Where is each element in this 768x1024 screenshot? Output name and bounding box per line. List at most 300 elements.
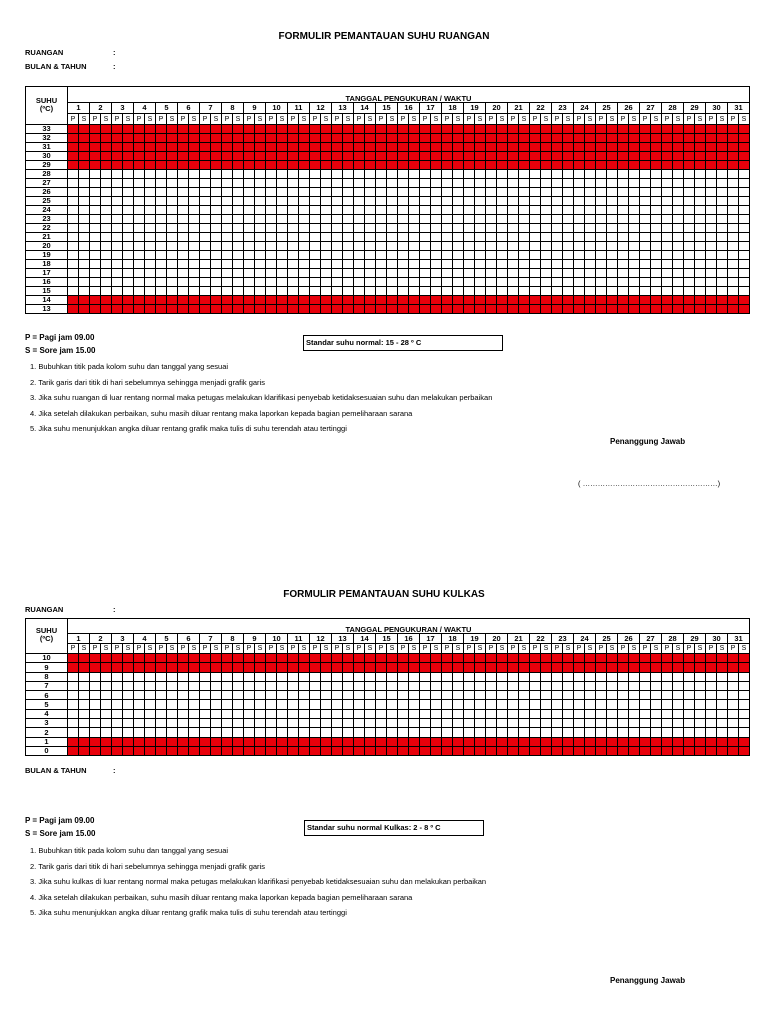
entry-cell[interactable]: [662, 700, 673, 709]
out-of-range-cell[interactable]: [354, 737, 365, 746]
entry-cell[interactable]: [200, 251, 211, 260]
entry-cell[interactable]: [585, 709, 596, 718]
entry-cell[interactable]: [167, 170, 178, 179]
out-of-range-cell[interactable]: [717, 305, 728, 314]
out-of-range-cell[interactable]: [497, 654, 508, 663]
entry-cell[interactable]: [486, 700, 497, 709]
out-of-range-cell[interactable]: [409, 134, 420, 143]
out-of-range-cell[interactable]: [640, 746, 651, 755]
out-of-range-cell[interactable]: [464, 161, 475, 170]
entry-cell[interactable]: [233, 700, 244, 709]
out-of-range-cell[interactable]: [167, 654, 178, 663]
out-of-range-cell[interactable]: [167, 746, 178, 755]
entry-cell[interactable]: [574, 719, 585, 728]
entry-cell[interactable]: [288, 215, 299, 224]
out-of-range-cell[interactable]: [420, 305, 431, 314]
out-of-range-cell[interactable]: [464, 746, 475, 755]
out-of-range-cell[interactable]: [178, 654, 189, 663]
entry-cell[interactable]: [420, 188, 431, 197]
entry-cell[interactable]: [354, 170, 365, 179]
out-of-range-cell[interactable]: [343, 152, 354, 161]
entry-cell[interactable]: [211, 242, 222, 251]
entry-cell[interactable]: [167, 700, 178, 709]
entry-cell[interactable]: [79, 269, 90, 278]
entry-cell[interactable]: [255, 206, 266, 215]
out-of-range-cell[interactable]: [497, 143, 508, 152]
entry-cell[interactable]: [156, 179, 167, 188]
entry-cell[interactable]: [134, 233, 145, 242]
entry-cell[interactable]: [706, 260, 717, 269]
entry-cell[interactable]: [277, 188, 288, 197]
entry-cell[interactable]: [706, 719, 717, 728]
out-of-range-cell[interactable]: [651, 134, 662, 143]
out-of-range-cell[interactable]: [101, 134, 112, 143]
entry-cell[interactable]: [255, 278, 266, 287]
entry-cell[interactable]: [156, 224, 167, 233]
out-of-range-cell[interactable]: [431, 161, 442, 170]
entry-cell[interactable]: [211, 224, 222, 233]
entry-cell[interactable]: [376, 170, 387, 179]
entry-cell[interactable]: [673, 672, 684, 681]
out-of-range-cell[interactable]: [178, 296, 189, 305]
entry-cell[interactable]: [519, 269, 530, 278]
entry-cell[interactable]: [255, 197, 266, 206]
out-of-range-cell[interactable]: [684, 125, 695, 134]
out-of-range-cell[interactable]: [178, 663, 189, 672]
entry-cell[interactable]: [420, 287, 431, 296]
entry-cell[interactable]: [409, 709, 420, 718]
out-of-range-cell[interactable]: [442, 663, 453, 672]
entry-cell[interactable]: [343, 691, 354, 700]
out-of-range-cell[interactable]: [442, 134, 453, 143]
entry-cell[interactable]: [332, 170, 343, 179]
out-of-range-cell[interactable]: [288, 125, 299, 134]
out-of-range-cell[interactable]: [189, 663, 200, 672]
entry-cell[interactable]: [728, 224, 739, 233]
entry-cell[interactable]: [167, 278, 178, 287]
out-of-range-cell[interactable]: [530, 125, 541, 134]
entry-cell[interactable]: [629, 719, 640, 728]
out-of-range-cell[interactable]: [453, 125, 464, 134]
out-of-range-cell[interactable]: [299, 746, 310, 755]
out-of-range-cell[interactable]: [387, 152, 398, 161]
entry-cell[interactable]: [233, 188, 244, 197]
out-of-range-cell[interactable]: [277, 663, 288, 672]
out-of-range-cell[interactable]: [629, 125, 640, 134]
entry-cell[interactable]: [189, 197, 200, 206]
out-of-range-cell[interactable]: [607, 296, 618, 305]
out-of-range-cell[interactable]: [519, 143, 530, 152]
out-of-range-cell[interactable]: [618, 134, 629, 143]
out-of-range-cell[interactable]: [453, 296, 464, 305]
entry-cell[interactable]: [101, 672, 112, 681]
entry-cell[interactable]: [431, 197, 442, 206]
out-of-range-cell[interactable]: [387, 143, 398, 152]
out-of-range-cell[interactable]: [651, 152, 662, 161]
entry-cell[interactable]: [530, 170, 541, 179]
entry-cell[interactable]: [266, 728, 277, 737]
entry-cell[interactable]: [266, 188, 277, 197]
entry-cell[interactable]: [541, 672, 552, 681]
entry-cell[interactable]: [420, 672, 431, 681]
entry-cell[interactable]: [211, 179, 222, 188]
entry-cell[interactable]: [101, 278, 112, 287]
entry-cell[interactable]: [662, 170, 673, 179]
entry-cell[interactable]: [651, 224, 662, 233]
entry-cell[interactable]: [233, 287, 244, 296]
entry-cell[interactable]: [739, 206, 750, 215]
out-of-range-cell[interactable]: [486, 654, 497, 663]
entry-cell[interactable]: [112, 700, 123, 709]
out-of-range-cell[interactable]: [453, 134, 464, 143]
entry-cell[interactable]: [706, 728, 717, 737]
entry-cell[interactable]: [508, 728, 519, 737]
entry-cell[interactable]: [167, 681, 178, 690]
entry-cell[interactable]: [651, 179, 662, 188]
entry-cell[interactable]: [706, 215, 717, 224]
entry-cell[interactable]: [695, 269, 706, 278]
entry-cell[interactable]: [420, 269, 431, 278]
entry-cell[interactable]: [101, 287, 112, 296]
entry-cell[interactable]: [156, 709, 167, 718]
entry-cell[interactable]: [387, 278, 398, 287]
entry-cell[interactable]: [365, 672, 376, 681]
entry-cell[interactable]: [706, 691, 717, 700]
out-of-range-cell[interactable]: [321, 305, 332, 314]
entry-cell[interactable]: [112, 242, 123, 251]
entry-cell[interactable]: [178, 215, 189, 224]
out-of-range-cell[interactable]: [376, 152, 387, 161]
entry-cell[interactable]: [255, 233, 266, 242]
out-of-range-cell[interactable]: [409, 296, 420, 305]
entry-cell[interactable]: [673, 188, 684, 197]
out-of-range-cell[interactable]: [365, 125, 376, 134]
out-of-range-cell[interactable]: [365, 654, 376, 663]
entry-cell[interactable]: [585, 224, 596, 233]
entry-cell[interactable]: [431, 681, 442, 690]
out-of-range-cell[interactable]: [409, 125, 420, 134]
out-of-range-cell[interactable]: [442, 654, 453, 663]
entry-cell[interactable]: [728, 278, 739, 287]
out-of-range-cell[interactable]: [387, 737, 398, 746]
entry-cell[interactable]: [519, 260, 530, 269]
out-of-range-cell[interactable]: [277, 143, 288, 152]
out-of-range-cell[interactable]: [288, 305, 299, 314]
out-of-range-cell[interactable]: [310, 663, 321, 672]
entry-cell[interactable]: [596, 287, 607, 296]
entry-cell[interactable]: [442, 224, 453, 233]
entry-cell[interactable]: [530, 251, 541, 260]
out-of-range-cell[interactable]: [112, 152, 123, 161]
entry-cell[interactable]: [277, 251, 288, 260]
out-of-range-cell[interactable]: [376, 296, 387, 305]
entry-cell[interactable]: [288, 681, 299, 690]
out-of-range-cell[interactable]: [585, 305, 596, 314]
entry-cell[interactable]: [365, 700, 376, 709]
entry-cell[interactable]: [145, 170, 156, 179]
entry-cell[interactable]: [728, 287, 739, 296]
out-of-range-cell[interactable]: [706, 654, 717, 663]
entry-cell[interactable]: [706, 188, 717, 197]
out-of-range-cell[interactable]: [255, 296, 266, 305]
entry-cell[interactable]: [464, 206, 475, 215]
out-of-range-cell[interactable]: [629, 663, 640, 672]
entry-cell[interactable]: [376, 287, 387, 296]
out-of-range-cell[interactable]: [68, 746, 79, 755]
out-of-range-cell[interactable]: [398, 746, 409, 755]
out-of-range-cell[interactable]: [717, 143, 728, 152]
entry-cell[interactable]: [123, 672, 134, 681]
entry-cell[interactable]: [662, 188, 673, 197]
entry-cell[interactable]: [156, 728, 167, 737]
out-of-range-cell[interactable]: [596, 152, 607, 161]
entry-cell[interactable]: [68, 197, 79, 206]
entry-cell[interactable]: [134, 188, 145, 197]
entry-cell[interactable]: [90, 206, 101, 215]
entry-cell[interactable]: [365, 287, 376, 296]
entry-cell[interactable]: [266, 719, 277, 728]
out-of-range-cell[interactable]: [332, 654, 343, 663]
out-of-range-cell[interactable]: [519, 125, 530, 134]
entry-cell[interactable]: [409, 260, 420, 269]
entry-cell[interactable]: [376, 224, 387, 233]
out-of-range-cell[interactable]: [739, 296, 750, 305]
entry-cell[interactable]: [420, 719, 431, 728]
out-of-range-cell[interactable]: [618, 152, 629, 161]
out-of-range-cell[interactable]: [409, 737, 420, 746]
out-of-range-cell[interactable]: [244, 296, 255, 305]
out-of-range-cell[interactable]: [244, 737, 255, 746]
entry-cell[interactable]: [101, 233, 112, 242]
out-of-range-cell[interactable]: [255, 746, 266, 755]
entry-cell[interactable]: [706, 287, 717, 296]
entry-cell[interactable]: [321, 188, 332, 197]
out-of-range-cell[interactable]: [398, 143, 409, 152]
entry-cell[interactable]: [596, 709, 607, 718]
entry-cell[interactable]: [409, 278, 420, 287]
entry-cell[interactable]: [695, 681, 706, 690]
out-of-range-cell[interactable]: [68, 152, 79, 161]
out-of-range-cell[interactable]: [167, 663, 178, 672]
entry-cell[interactable]: [145, 197, 156, 206]
entry-cell[interactable]: [486, 672, 497, 681]
entry-cell[interactable]: [508, 251, 519, 260]
entry-cell[interactable]: [68, 188, 79, 197]
entry-cell[interactable]: [321, 206, 332, 215]
entry-cell[interactable]: [607, 233, 618, 242]
entry-cell[interactable]: [739, 709, 750, 718]
out-of-range-cell[interactable]: [387, 125, 398, 134]
entry-cell[interactable]: [189, 260, 200, 269]
entry-cell[interactable]: [552, 224, 563, 233]
entry-cell[interactable]: [332, 233, 343, 242]
entry-cell[interactable]: [497, 728, 508, 737]
entry-cell[interactable]: [376, 719, 387, 728]
entry-cell[interactable]: [618, 700, 629, 709]
entry-cell[interactable]: [684, 278, 695, 287]
entry-cell[interactable]: [244, 215, 255, 224]
entry-cell[interactable]: [387, 197, 398, 206]
out-of-range-cell[interactable]: [530, 654, 541, 663]
entry-cell[interactable]: [651, 251, 662, 260]
out-of-range-cell[interactable]: [255, 143, 266, 152]
out-of-range-cell[interactable]: [288, 152, 299, 161]
entry-cell[interactable]: [552, 215, 563, 224]
entry-cell[interactable]: [200, 224, 211, 233]
entry-cell[interactable]: [101, 269, 112, 278]
entry-cell[interactable]: [574, 728, 585, 737]
out-of-range-cell[interactable]: [431, 296, 442, 305]
entry-cell[interactable]: [277, 287, 288, 296]
out-of-range-cell[interactable]: [673, 161, 684, 170]
entry-cell[interactable]: [673, 242, 684, 251]
out-of-range-cell[interactable]: [189, 152, 200, 161]
out-of-range-cell[interactable]: [662, 737, 673, 746]
entry-cell[interactable]: [453, 709, 464, 718]
entry-cell[interactable]: [607, 188, 618, 197]
out-of-range-cell[interactable]: [464, 152, 475, 161]
out-of-range-cell[interactable]: [673, 134, 684, 143]
out-of-range-cell[interactable]: [255, 305, 266, 314]
entry-cell[interactable]: [112, 269, 123, 278]
out-of-range-cell[interactable]: [244, 305, 255, 314]
out-of-range-cell[interactable]: [354, 746, 365, 755]
entry-cell[interactable]: [706, 233, 717, 242]
entry-cell[interactable]: [662, 709, 673, 718]
out-of-range-cell[interactable]: [552, 125, 563, 134]
entry-cell[interactable]: [442, 188, 453, 197]
entry-cell[interactable]: [376, 251, 387, 260]
out-of-range-cell[interactable]: [233, 161, 244, 170]
entry-cell[interactable]: [486, 215, 497, 224]
entry-cell[interactable]: [222, 215, 233, 224]
entry-cell[interactable]: [409, 233, 420, 242]
entry-cell[interactable]: [420, 197, 431, 206]
out-of-range-cell[interactable]: [343, 134, 354, 143]
entry-cell[interactable]: [244, 233, 255, 242]
out-of-range-cell[interactable]: [398, 296, 409, 305]
entry-cell[interactable]: [695, 188, 706, 197]
out-of-range-cell[interactable]: [343, 161, 354, 170]
out-of-range-cell[interactable]: [376, 746, 387, 755]
entry-cell[interactable]: [728, 260, 739, 269]
entry-cell[interactable]: [596, 188, 607, 197]
entry-cell[interactable]: [90, 215, 101, 224]
entry-cell[interactable]: [299, 197, 310, 206]
entry-cell[interactable]: [409, 170, 420, 179]
entry-cell[interactable]: [387, 719, 398, 728]
out-of-range-cell[interactable]: [332, 663, 343, 672]
entry-cell[interactable]: [156, 170, 167, 179]
entry-cell[interactable]: [255, 188, 266, 197]
entry-cell[interactable]: [211, 170, 222, 179]
entry-cell[interactable]: [200, 681, 211, 690]
entry-cell[interactable]: [156, 287, 167, 296]
entry-cell[interactable]: [530, 719, 541, 728]
out-of-range-cell[interactable]: [475, 746, 486, 755]
entry-cell[interactable]: [695, 215, 706, 224]
out-of-range-cell[interactable]: [563, 161, 574, 170]
out-of-range-cell[interactable]: [156, 746, 167, 755]
out-of-range-cell[interactable]: [497, 161, 508, 170]
out-of-range-cell[interactable]: [662, 134, 673, 143]
entry-cell[interactable]: [464, 233, 475, 242]
entry-cell[interactable]: [178, 242, 189, 251]
entry-cell[interactable]: [519, 197, 530, 206]
entry-cell[interactable]: [486, 188, 497, 197]
entry-cell[interactable]: [310, 278, 321, 287]
out-of-range-cell[interactable]: [508, 125, 519, 134]
out-of-range-cell[interactable]: [332, 296, 343, 305]
out-of-range-cell[interactable]: [90, 746, 101, 755]
out-of-range-cell[interactable]: [585, 296, 596, 305]
out-of-range-cell[interactable]: [607, 152, 618, 161]
out-of-range-cell[interactable]: [90, 134, 101, 143]
entry-cell[interactable]: [684, 170, 695, 179]
out-of-range-cell[interactable]: [123, 663, 134, 672]
out-of-range-cell[interactable]: [332, 152, 343, 161]
entry-cell[interactable]: [618, 709, 629, 718]
entry-cell[interactable]: [739, 719, 750, 728]
entry-cell[interactable]: [255, 287, 266, 296]
entry-cell[interactable]: [640, 700, 651, 709]
out-of-range-cell[interactable]: [79, 737, 90, 746]
entry-cell[interactable]: [695, 197, 706, 206]
out-of-range-cell[interactable]: [321, 152, 332, 161]
entry-cell[interactable]: [717, 691, 728, 700]
entry-cell[interactable]: [706, 170, 717, 179]
out-of-range-cell[interactable]: [255, 654, 266, 663]
entry-cell[interactable]: [167, 242, 178, 251]
entry-cell[interactable]: [365, 242, 376, 251]
out-of-range-cell[interactable]: [409, 746, 420, 755]
out-of-range-cell[interactable]: [90, 663, 101, 672]
out-of-range-cell[interactable]: [112, 663, 123, 672]
entry-cell[interactable]: [123, 709, 134, 718]
out-of-range-cell[interactable]: [563, 654, 574, 663]
out-of-range-cell[interactable]: [123, 152, 134, 161]
entry-cell[interactable]: [684, 700, 695, 709]
out-of-range-cell[interactable]: [695, 125, 706, 134]
out-of-range-cell[interactable]: [343, 654, 354, 663]
entry-cell[interactable]: [486, 206, 497, 215]
out-of-range-cell[interactable]: [79, 134, 90, 143]
entry-cell[interactable]: [684, 672, 695, 681]
entry-cell[interactable]: [387, 709, 398, 718]
out-of-range-cell[interactable]: [519, 296, 530, 305]
entry-cell[interactable]: [717, 719, 728, 728]
out-of-range-cell[interactable]: [222, 161, 233, 170]
entry-cell[interactable]: [442, 719, 453, 728]
out-of-range-cell[interactable]: [68, 737, 79, 746]
entry-cell[interactable]: [530, 233, 541, 242]
entry-cell[interactable]: [310, 728, 321, 737]
out-of-range-cell[interactable]: [310, 654, 321, 663]
entry-cell[interactable]: [629, 672, 640, 681]
entry-cell[interactable]: [442, 242, 453, 251]
entry-cell[interactable]: [387, 269, 398, 278]
entry-cell[interactable]: [354, 709, 365, 718]
out-of-range-cell[interactable]: [178, 152, 189, 161]
out-of-range-cell[interactable]: [376, 305, 387, 314]
entry-cell[interactable]: [673, 197, 684, 206]
out-of-range-cell[interactable]: [145, 296, 156, 305]
entry-cell[interactable]: [552, 278, 563, 287]
entry-cell[interactable]: [728, 233, 739, 242]
entry-cell[interactable]: [178, 681, 189, 690]
entry-cell[interactable]: [211, 287, 222, 296]
out-of-range-cell[interactable]: [266, 161, 277, 170]
